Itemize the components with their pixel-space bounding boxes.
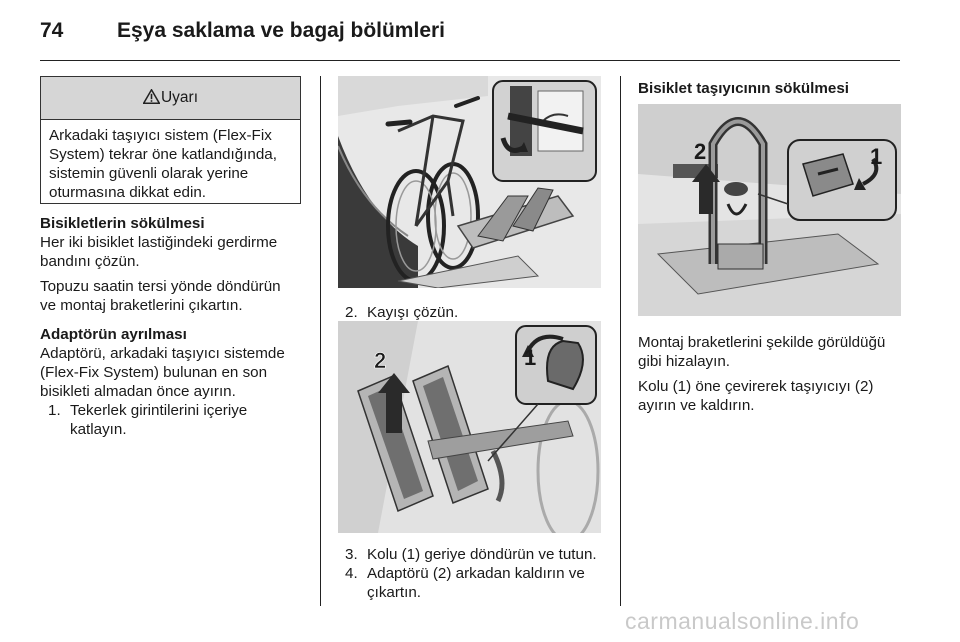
paragraph-line: Her iki bisiklet lastiğindeki gerdirme bbox=[40, 234, 278, 251]
bike-carrier-illustration bbox=[338, 76, 601, 288]
step-1 bbox=[40, 401, 315, 439]
adapter-illustration bbox=[338, 321, 601, 533]
step-number: 1. bbox=[48, 402, 61, 419]
watermark: carmanualsonline.info bbox=[625, 608, 860, 634]
callout-1: 1 bbox=[870, 144, 883, 169]
section-bike-removal bbox=[40, 214, 315, 315]
step-2 bbox=[345, 303, 615, 322]
paragraph-line: bandını çözün. bbox=[40, 253, 140, 270]
paragraph-line: bisikleti almadan önce ayırın. bbox=[40, 383, 236, 400]
page-title: Eşya saklama ve bagaj bölümleri bbox=[117, 19, 446, 42]
step-number: 4. bbox=[345, 565, 358, 582]
warning-header bbox=[41, 77, 300, 120]
section-heading: Bisikletlerin sökülmesi bbox=[40, 215, 205, 232]
figure-bike-on-carrier bbox=[338, 76, 601, 288]
warning-icon bbox=[143, 89, 160, 104]
step-text: Kayışı çözün. bbox=[367, 304, 459, 321]
callout-2: 2 bbox=[694, 139, 707, 164]
paragraph-line: Adaptörü, arkadaki taşıyıcı sistemde bbox=[40, 345, 285, 362]
step-number: 2. bbox=[345, 304, 358, 321]
section-heading: Adaptörün ayrılması bbox=[40, 326, 187, 343]
paragraph-line: Montaj braketlerini şekilde görüldüğü bbox=[638, 334, 886, 351]
warning-line: Arkadaki taşıyıcı sistem (Flex-Fix bbox=[49, 127, 272, 144]
section-heading-carrier-removal: Bisiklet taşıyıcının sökülmesi bbox=[638, 80, 850, 97]
callout-2: 2 bbox=[374, 348, 387, 373]
paragraph-line: ve montaj braketlerini çıkartın. bbox=[40, 297, 243, 314]
step-3 bbox=[345, 545, 620, 564]
figure-carrier-removal bbox=[638, 104, 901, 316]
page-number: 74 bbox=[40, 19, 64, 42]
callout-1: 1 bbox=[524, 345, 537, 370]
step-text: Kolu (1) geriye döndürün ve tutun. bbox=[367, 546, 597, 563]
step-text: Adaptörü (2) arkadan kaldırın ve bbox=[367, 565, 585, 582]
steps-3-4 bbox=[345, 545, 620, 602]
carrier-removal-illustration bbox=[638, 104, 901, 316]
step-4 bbox=[345, 564, 620, 602]
step-number: 3. bbox=[345, 546, 358, 563]
paragraph-line: ayırın ve kaldırın. bbox=[638, 397, 755, 414]
warning-line: System) tekrar öne katlandığında, bbox=[49, 146, 277, 163]
column-divider-left bbox=[320, 76, 321, 606]
warning-box bbox=[40, 76, 301, 204]
step-text: çıkartın. bbox=[367, 584, 422, 601]
column-divider-right bbox=[620, 76, 621, 606]
warning-line: sistemin güvenli olarak yerine bbox=[49, 165, 249, 182]
header-rule bbox=[40, 60, 900, 61]
warning-line: oturmasına dikkat edin. bbox=[49, 184, 207, 201]
paragraph-line: (Flex-Fix System) bulunan en son bbox=[40, 364, 268, 381]
section-adapter-removal bbox=[40, 325, 315, 439]
step-text: katlayın. bbox=[70, 421, 127, 438]
step-text: Tekerlek girintilerini içeriye bbox=[70, 402, 248, 419]
paragraph-line: Kolu (1) öne çevirerek taşıyıcıyı (2) bbox=[638, 378, 874, 395]
warning-label: Uyarı bbox=[160, 89, 199, 106]
right-paragraphs bbox=[638, 333, 913, 415]
paragraph-line: gibi hizalayın. bbox=[638, 353, 731, 370]
paragraph-line: Topuzu saatin tersi yönde döndürün bbox=[40, 278, 281, 295]
warning-text bbox=[41, 120, 300, 202]
figure-adapter-lever bbox=[338, 321, 601, 533]
